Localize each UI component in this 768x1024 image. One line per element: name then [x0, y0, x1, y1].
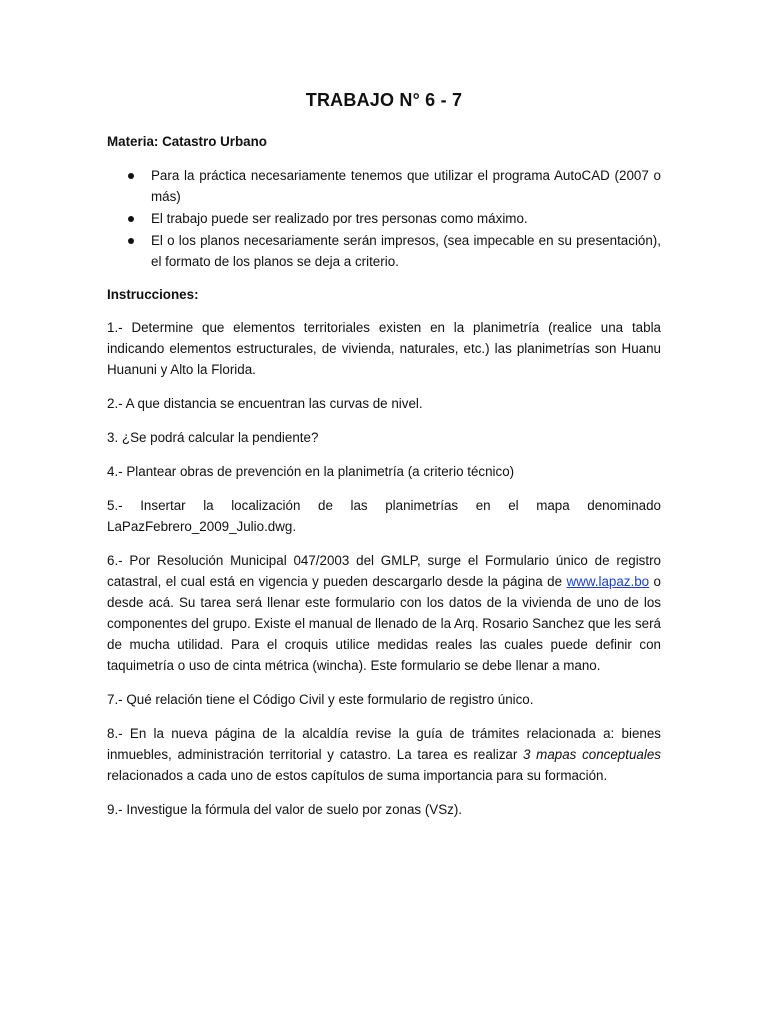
emphasis-text: 3 mapas conceptuales [523, 747, 661, 762]
list-item: El o los planos necesariamente serán impresos, (sea impecable en su presentación), el formato de los planos se deja a criterio. [107, 230, 661, 272]
bullet-icon [128, 216, 134, 222]
document-title: TRABAJO N° 6 - 7 [305, 90, 463, 110]
instruction-2: 2.- A que distancia se encuentran las curvas de nivel. [107, 396, 423, 411]
instruction-6: 6.- Por Resolución Municipal 047/2003 del GMLP, surge el Formulario único de registro catastral, el cual está en vigencia y pueden descargarlo desde la página de www.lapaz.bo o desde acá. Su tarea será llenar este formulario con los datos de la vivienda de uno de los componentes del grupo. Existe el manual de llenado de la Arq. Rosario Sanchez que les será de mucha utilidad. Para el croquis utilice medidas reales las cuales puede definir con taquimetría o uso de cinta métrica (wincha). Este formulario se debe llenar a mano. [107, 553, 661, 673]
instruction-1: 1.- Determine que elementos territoriales existen en la planimetría (realice una tabla indicando elementos estructurales, de vivienda, naturales, etc.) las planimetrías son Huanu Huanuni y Alto la Florida. [107, 320, 661, 377]
bullet-icon [128, 238, 134, 244]
instruction-4: 4.- Plantear obras de prevención en la planimetría (a criterio técnico) [107, 464, 515, 479]
requirements-list [107, 165, 661, 272]
lapaz-website-link[interactable]: www.lapaz.bo [566, 574, 650, 589]
bullet-icon [128, 173, 134, 179]
instruction-5: 5.- Insertar la localización de las planimetrías en el mapa denominado LaPazFebrero_2009_Julio.dwg. [107, 498, 661, 534]
subject-line: Materia: Catastro Urbano [107, 134, 267, 149]
document-body [107, 131, 661, 833]
list-item: El trabajo puede ser realizado por tres personas como máximo. [107, 208, 661, 229]
instruction-8: 8.- En la nueva página de la alcaldía revise la guía de trámites relacionada a: bienes inmuebles, administración territorial y catastro. La tarea es realizar 3 mapas conceptuales relacionados a cada uno de estos capítulos de suma importancia para su formación. [107, 726, 661, 783]
list-item: Para la práctica necesariamente tenemos que utilizar el programa AutoCAD (2007 o más) [107, 165, 661, 207]
instructions-heading: Instrucciones: [107, 287, 199, 302]
instruction-9: 9.- Investigue la fórmula del valor de suelo por zonas (VSz). [107, 802, 463, 817]
instruction-3: 3. ¿Se podrá calcular la pendiente? [107, 430, 319, 445]
instruction-7: 7.- Qué relación tiene el Código Civil y este formulario de registro único. [107, 692, 534, 707]
